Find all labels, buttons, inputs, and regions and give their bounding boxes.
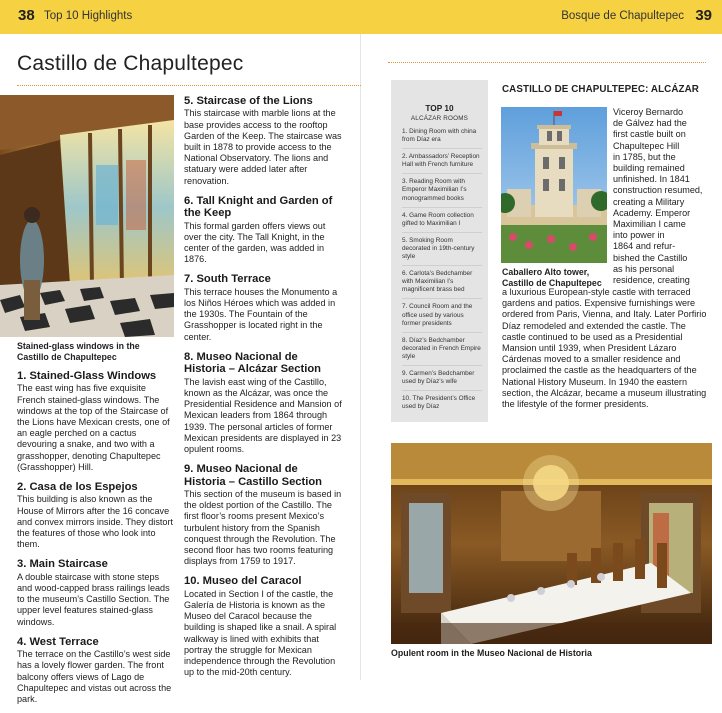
narrow-line: in 1785, but the: [613, 151, 676, 162]
top10-item: 1. Dining Room with china from Díaz era: [402, 128, 482, 149]
left-page-number: 38: [18, 7, 35, 24]
narrow-line: de Gálvez had the: [613, 118, 687, 129]
list-item: [184, 351, 342, 455]
alcazar-heading: CASTILLO DE CHAPULTEPEC: ALCÁZAR: [502, 84, 699, 95]
top10-item: 8. Díaz’s Bedchamber decorated in French Empire style: [402, 337, 482, 366]
top10-item: 3. Reading Room with Emperor Maximilian I’s monogrammed books: [402, 178, 482, 207]
item-body: The lavish east wing of the Castillo, known as the Alcázar, was once the Presidential Residence and Mansion of Mexican leaders from 1864 through 1939. The personal articles of former Mexican presidents are displayed in 23 opulent rooms.: [184, 376, 342, 454]
list-item: [184, 195, 342, 266]
item-body: This building is also known as the House of Mirrors after the 16 concave and convex mirrors inside. They distort the features of those who look into them.: [17, 494, 174, 550]
narrow-line: construction resumed,: [613, 185, 703, 196]
item-body: This section of the museum is based in the oldest portion of the Castillo. The first floor’s rooms present Mexico’s turbulent history from the Spanish conquest through the Revolution. The second floor has two rooms featuring displays from 1759 to 1917.: [184, 488, 342, 567]
tower-photo: [501, 107, 607, 263]
stained-glass-caption: Stained-glass windows in the Castillo de Chapultepec: [17, 341, 140, 362]
list-item: [17, 370, 174, 473]
item-heading: 8. Museo Nacional de Historia – Alcázar Section: [184, 350, 321, 376]
item-heading: 7. South Terrace: [184, 273, 271, 286]
title-rule: [17, 85, 361, 86]
top10-item: 7. Council Room and the office used by various former presidents: [402, 303, 482, 332]
top10-list: [391, 128, 488, 415]
right-page-number: 39: [695, 7, 712, 24]
item-heading: 2. Casa de los Espejos: [17, 481, 138, 494]
item-heading: 3. Main Staircase: [17, 558, 108, 571]
narrow-line: building remained: [613, 163, 685, 174]
top10-item: 4. Game Room collection gifted to Maximilian I: [402, 212, 482, 233]
narrow-line: Chapultepec Hill: [613, 140, 680, 151]
narrow-line: Maximilian I came: [613, 219, 686, 230]
list-item: [184, 463, 342, 567]
item-heading: 1. Stained-Glass Windows: [17, 370, 157, 382]
item-heading: 10. Museo del Caracol: [184, 575, 302, 588]
top10-subtitle: ALCÁZAR ROOMS: [410, 115, 469, 122]
page-gutter: [360, 34, 361, 680]
item-body: The terrace on the Castillo’s west side has a lovely flower garden. The front balcony offers views of Lago de Chapultepec and vistas out across the park.: [17, 649, 172, 705]
item-heading: 6. Tall Knight and Garden of the Keep: [184, 194, 333, 220]
item-body: This formal garden offers views out over the city. The Tall Knight, in the center of the garden, was added in 1876.: [184, 220, 326, 265]
item-body: Located in Section I of the castle, the Galería de Historia is known as the Museo del Caracol because the building is shaped like a snail. A spiral walkway is lined with exhibits that portray the struggle for Mexican independence through the Revolution up to the mid-20th century.: [184, 588, 337, 678]
narrow-line: unfinished. In 1841: [613, 174, 690, 185]
list-item: [17, 481, 174, 550]
right-running-head: Bosque de Chapultepec: [561, 10, 684, 22]
top10-item: 9. Carmen’s Bedchamber used by Díaz’s wife: [402, 370, 482, 391]
items-column-left: [17, 370, 174, 713]
top10-item: 10. The President’s Office used by Díaz: [402, 395, 476, 411]
top10-item: 2. Ambassadors’ Reception Hall with French furniture: [402, 153, 482, 174]
item-body: A double staircase with stone steps and wood-capped brass railings leads to the museum’s Castillo Section. The upper level features stained-glass windows.: [17, 571, 170, 627]
list-item: [184, 575, 342, 678]
right-page-rule: [388, 62, 706, 63]
stained-glass-photo: [0, 95, 174, 337]
items-column-middle: [184, 95, 342, 686]
narrow-line: creating a Military: [613, 196, 685, 207]
item-heading: 4. West Terrace: [17, 635, 99, 648]
top10-item: 6. Carlota’s Bedchamber with Maximilian I’s magnificent brass bed: [402, 270, 482, 299]
alcazar-narrow-text: [613, 107, 713, 286]
item-body: This staircase with marble lions at the base provides access to the rooftop Garden of the Keep. The staircase was built in 1878 to provide access to the National Observatory. The lions and statuary were added later after renovation.: [184, 108, 342, 186]
dining-room-photo: [391, 443, 712, 644]
list-item: [17, 636, 174, 705]
narrow-line: residence, creating: [613, 275, 690, 286]
left-running-head: Top 10 Highlights: [44, 10, 133, 22]
tower-caption: Caballero Alto tower, Castillo de Chapultepec: [502, 267, 602, 288]
alcazar-wide-text: a luxurious European-style castle with terraced gardens and patios. Expensive furnishings were ordered from Paris, Vienna, and Italy. Later Porfirio Díaz remodeled and extended the castle. The castle continued to be used as a Presidential Mansion until 1939, when President Lázaro Cárdenas moved to a smaller residence and proclaimed the castle as the headquarters of the National History Museum. In 1940 the eastern section, the Alcázar, became a museum illustrating the lifestyle of the former presidents.: [502, 287, 707, 410]
item-heading: 5. Staircase of the Lions: [184, 95, 313, 107]
item-body: The east wing has five exquisite French stained-glass windows. The windows at the top of the Staircase of the Lions have Mexican crests, one of an eagle perched on a cactus devouring a snake, and two with a grasshopper, denoting Chapultepec (Grasshopper) Hill.: [17, 383, 170, 472]
item-body: This terrace houses the Monumento a los Niños Héroes which was added in the 1930s. The Fountain of the Grasshopper is located right in the center.: [184, 286, 338, 342]
top10-item: 5. Smoking Room decorated in 19th-century style: [402, 237, 482, 266]
narrow-line: 1864 and refur-: [613, 241, 676, 252]
narrow-line: Academy. Emperor: [613, 207, 691, 218]
narrow-line: Viceroy Bernardo: [613, 107, 684, 117]
dining-room-caption: Opulent room in the Museo Nacional de Historia: [391, 648, 592, 658]
narrow-line: first castle built on: [613, 129, 686, 140]
narrow-line: into power in: [613, 230, 665, 241]
list-item: [17, 558, 174, 627]
page-title: Castillo de Chapultepec: [17, 52, 244, 75]
list-item: [184, 273, 342, 342]
list-item: [184, 95, 342, 187]
top10-box: [391, 86, 488, 422]
narrow-line: as his personal: [613, 263, 675, 274]
item-heading: 9. Museo Nacional de Historia – Castillo Section: [184, 463, 323, 488]
narrow-line: bished the Castillo: [613, 252, 688, 263]
top10-title: TOP 10: [425, 103, 454, 113]
